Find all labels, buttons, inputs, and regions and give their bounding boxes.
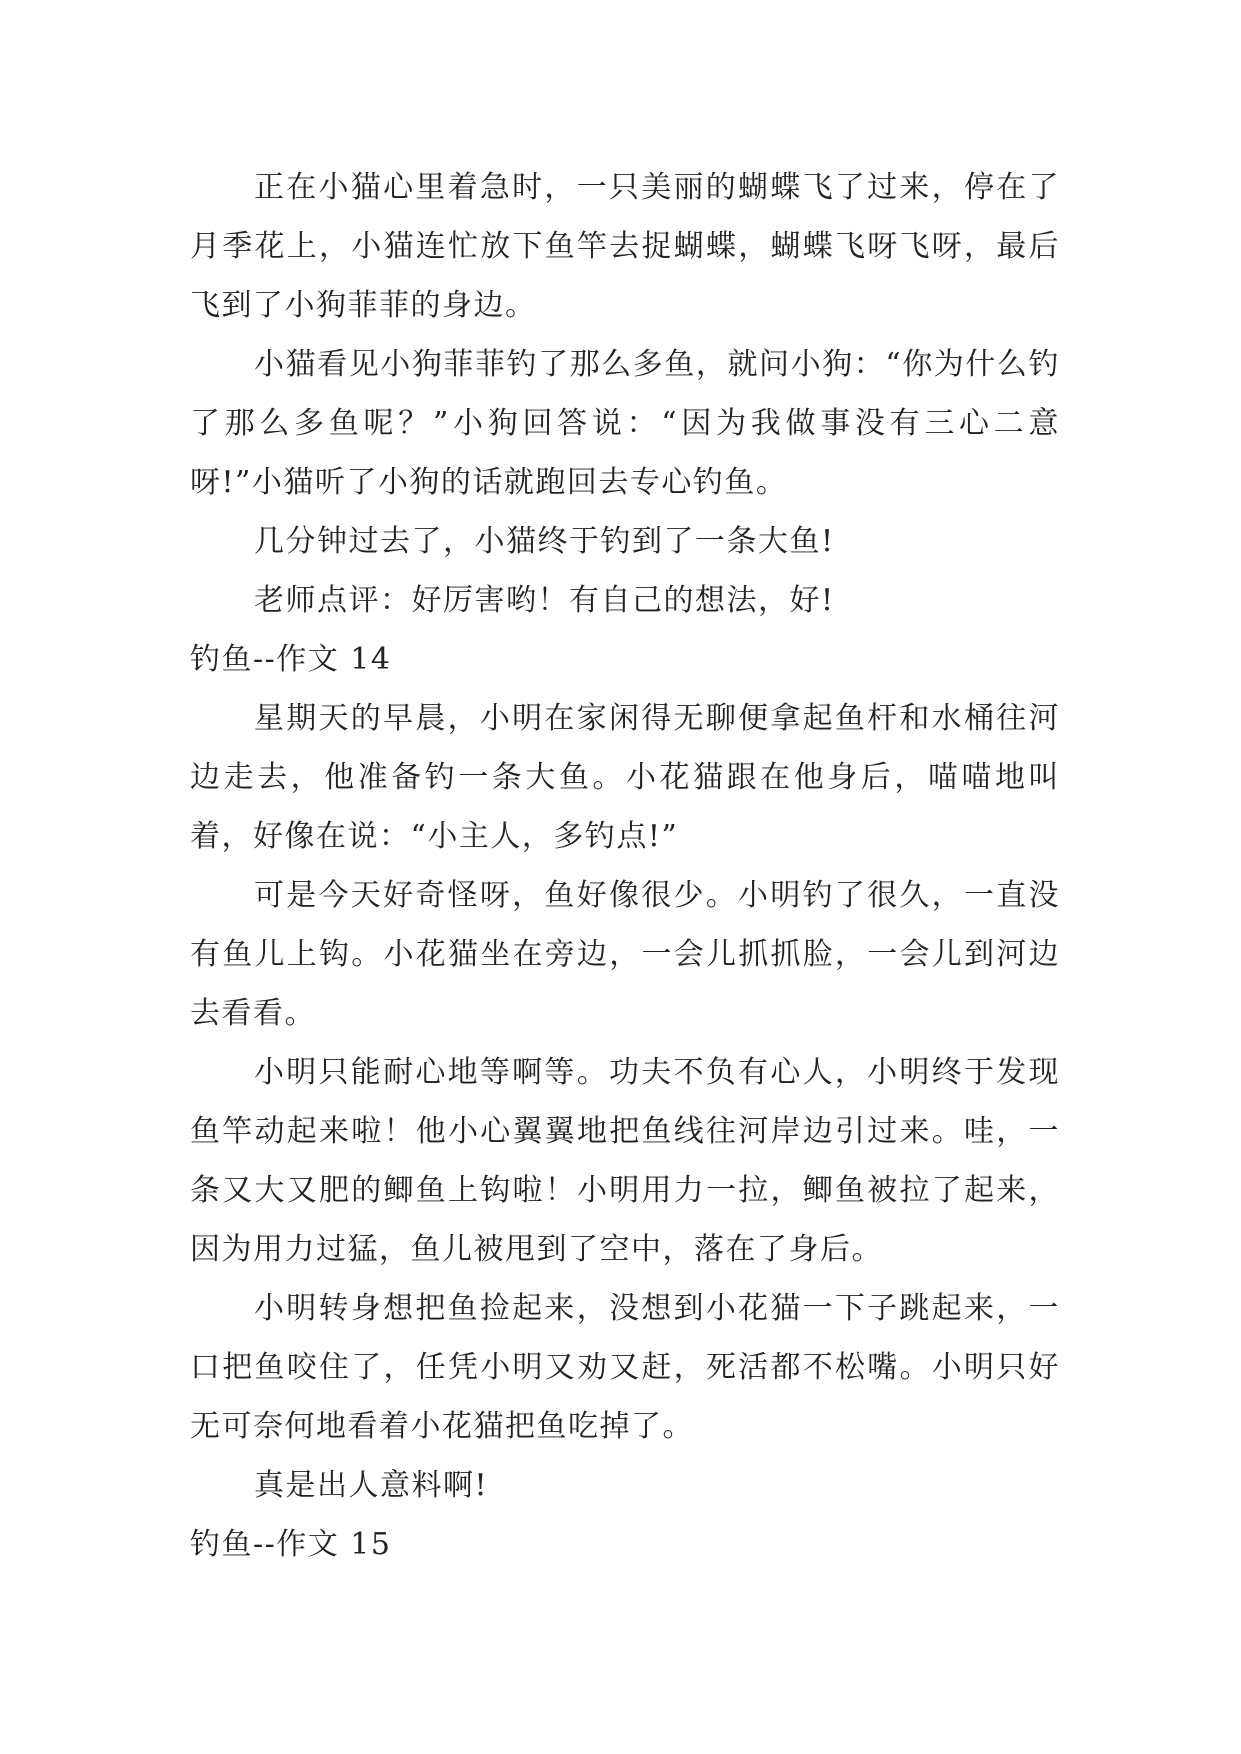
paragraph: 可是今天好奇怪呀，鱼好像很少。小明钓了很久，一直没有鱼儿上钩。小花猫坐在旁边，一会儿抓抓脸，一会儿到河边去看看。 <box>190 878 1060 1031</box>
paragraph: 真是出人意料啊! <box>254 1468 489 1503</box>
paragraph: 小明只能耐心地等啊等。功夫不负有心人，小明终于发现鱼竿动起来啦！他小心翼翼地把鱼线往河岸边引过来。哇，一条又大又肥的鲫鱼上钩啦！小明用力一拉，鲫鱼被拉了起来，因为用力过猛，鱼儿被甩到了空中，落在了身后。 <box>190 1055 1060 1267</box>
paragraph: 正在小猫心里着急时，一只美丽的蝴蝶飞了过来，停在了月季花上，小猫连忙放下鱼竿去捉蝴蝶，蝴蝶飞呀飞呀，最后飞到了小狗菲菲的身边。 <box>190 170 1060 323</box>
document-body <box>190 158 1060 1574</box>
essay-heading: 钓鱼--作文 14 <box>190 642 392 677</box>
paragraph: 小明转身想把鱼捡起来，没想到小花猫一下子跳起来，一口把鱼咬住了，任凭小明又劝又赶，死活都不松嘴。小明只好无可奈何地看着小花猫把鱼吃掉了。 <box>190 1291 1060 1444</box>
essay-heading: 钓鱼--作文 15 <box>190 1527 392 1562</box>
paragraph: 小猫看见小狗菲菲钓了那么多鱼，就问小狗：“你为什么钓了那么多鱼呢？”小狗回答说：“因为我做事没有三心二意呀!”小猫听了小狗的话就跑回去专心钓鱼。 <box>190 347 1060 500</box>
teacher-comment: 老师点评：好厉害哟！有自己的想法，好! <box>254 583 835 618</box>
paragraph: 几分钟过去了，小猫终于钓到了一条大鱼! <box>254 524 835 559</box>
paragraph: 星期天的早晨，小明在家闲得无聊便拿起鱼杆和水桶往河边走去，他准备钓一条大鱼。小花猫跟在他身后，喵喵地叫着，好像在说：“小主人，多钓点!” <box>190 701 1060 854</box>
